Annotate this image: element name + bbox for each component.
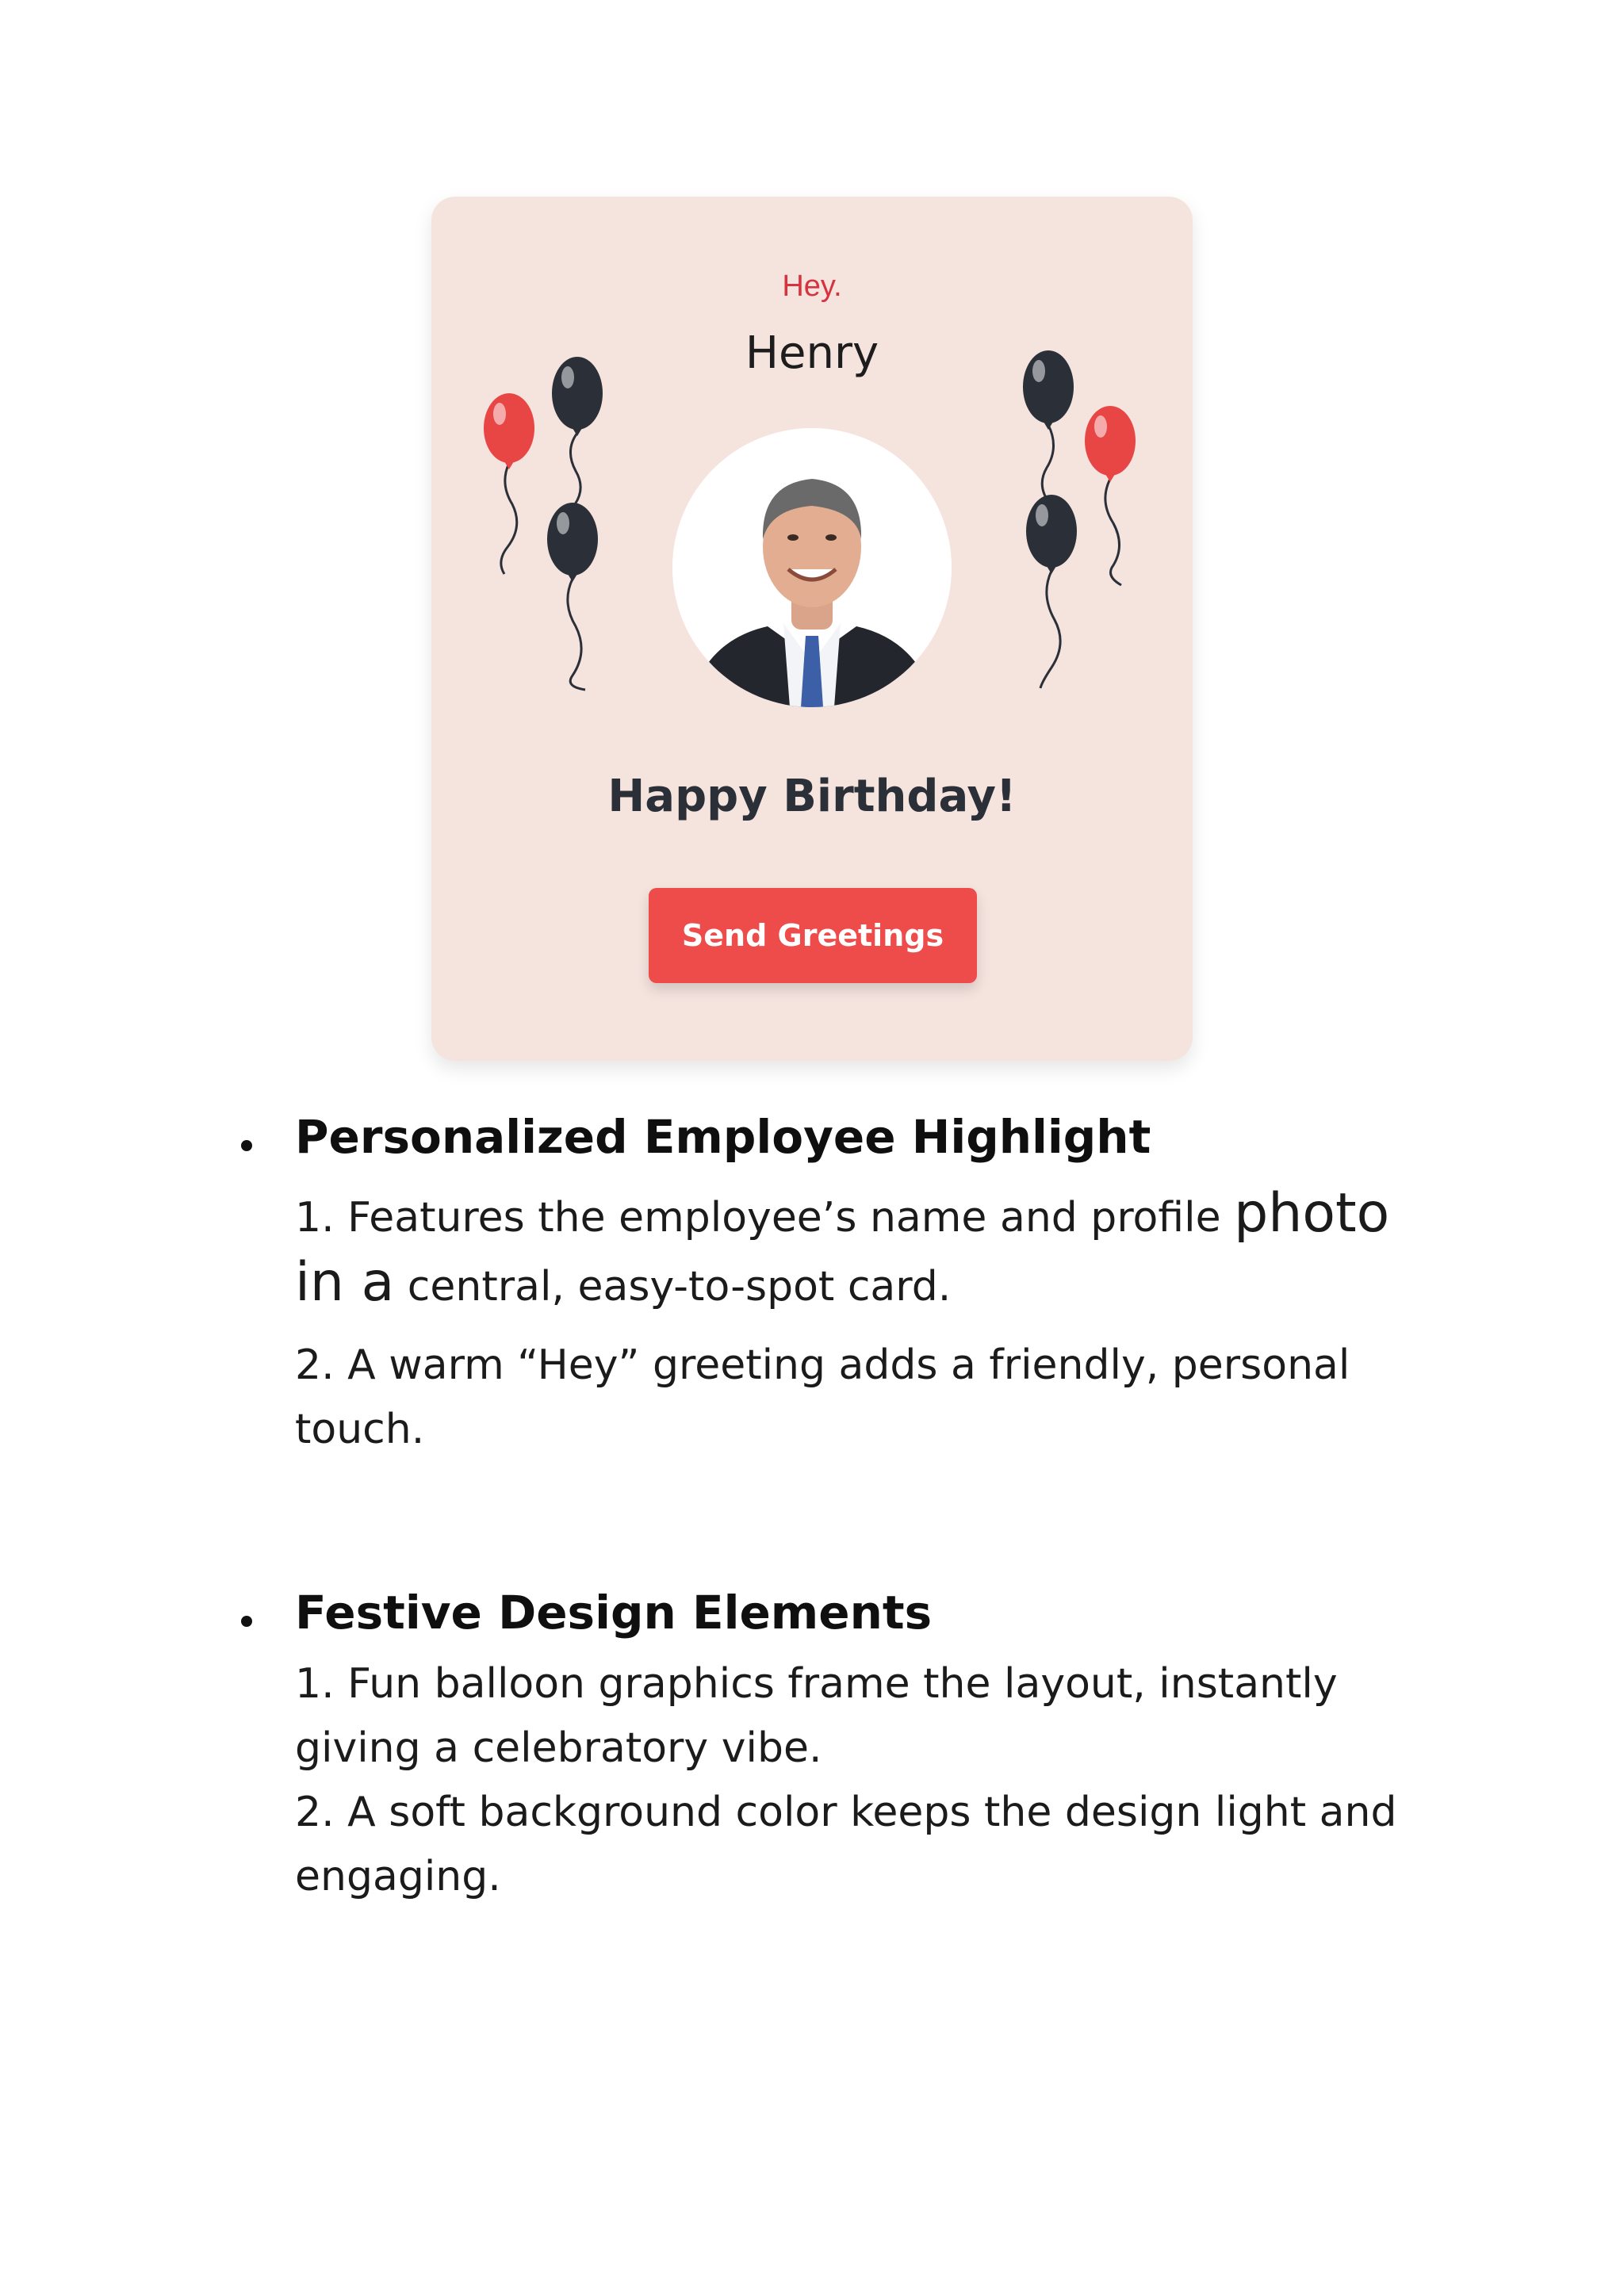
employee-avatar bbox=[672, 428, 952, 707]
person-portrait-icon bbox=[672, 428, 952, 707]
point-text: central, easy-to-spot card. bbox=[394, 1263, 952, 1311]
employee-name: Henry bbox=[745, 327, 879, 379]
bullet-icon bbox=[241, 1616, 252, 1627]
section-point: 2. A warm “Hey” greeting adds a friendly, personal touch. bbox=[295, 1341, 1350, 1453]
section-point bbox=[295, 1181, 1421, 1319]
section-title: Festive Design Elements bbox=[295, 1586, 933, 1640]
section-point: 2. A soft background color keeps the design light and engaging. bbox=[295, 1789, 1397, 1900]
point-text: 1. Features the employee’s name and profile bbox=[295, 1194, 1235, 1242]
point-text-emphasis: photo in a bbox=[295, 1182, 1390, 1314]
greeting-text: Hey. bbox=[782, 270, 842, 303]
bullet-icon bbox=[241, 1140, 252, 1151]
send-greetings-button[interactable]: Send Greetings bbox=[649, 888, 977, 983]
section-title: Personalized Employee Highlight bbox=[295, 1110, 1151, 1164]
birthday-headline: Happy Birthday! bbox=[607, 771, 1017, 822]
section-point: 1. Fun balloon graphics frame the layout, instantly giving a celebratory vibe. bbox=[295, 1660, 1338, 1772]
